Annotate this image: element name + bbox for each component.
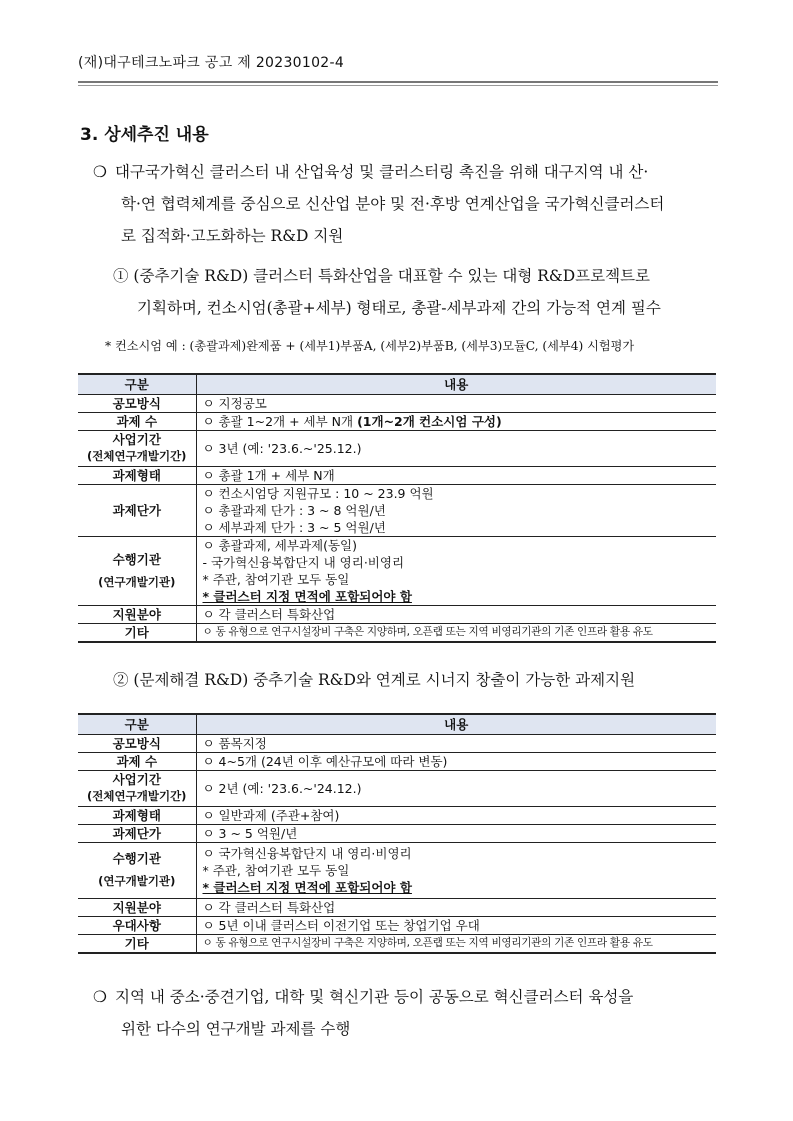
circle-bullet-icon: ❍ [93,988,107,1006]
row-value: ㅇ 각 클러스터 특화산업 [196,605,716,623]
row-key: 과제 수 [78,752,196,770]
header-divider-thin [78,85,718,86]
closing-line-1: 지역 내 중소·중견기업, 대학 및 혁신기관 등이 공동으로 혁신클러스터 육성을 [115,988,634,1006]
table-header-value: 내용 [196,374,716,394]
row-value: ㅇ 2년 (예: '23.6.~'24.12.) [196,770,716,806]
row-value: ㅇ 국가혁신융복합단지 내 영리·비영리 * 주관, 참여기관 모두 동일 * 클러스터 지정 면적에 포함되어야 함 [196,842,716,898]
row-key: 지원분야 [78,898,196,916]
item1-paragraph [113,260,719,324]
row-value: ㅇ 총괄 1~2개 + 세부 N개 (1개~2개 컨소시엄 구성) [196,412,716,430]
table-row [78,934,716,953]
row-key: 공모방식 [78,394,196,412]
intro-line-1: 대구국가혁신 클러스터 내 산업육성 및 클러스터링 촉진을 위해 대구지역 내 산· [115,163,649,181]
table-row [78,623,716,642]
row-key: 지원분야 [78,605,196,623]
intro-paragraph [93,156,721,252]
row-key: 과제형태 [78,806,196,824]
row-value: ㅇ 5년 이내 클러스터 이전기업 또는 창업기업 우대 [196,916,716,934]
table-row [78,752,716,770]
row-value: ㅇ 각 클러스터 특화산업 [196,898,716,916]
row-value: ㅇ 총괄 1개 + 세부 N개 [196,466,716,484]
header-divider [78,81,718,83]
table-row [78,806,716,824]
table-row [78,430,716,466]
circle-bullet-icon: ❍ [93,163,107,181]
table-row [78,412,716,430]
row-key: 사업기간 (전체연구개발기간) [78,770,196,806]
item1-line-2: 기획하며, 컨소시엄(총괄+세부) 형태로, 총괄-세부과제 간의 가능적 연계 필수 [137,299,661,317]
notice-header: (재)대구테크노파크 공고 제 20230102-4 [78,55,345,71]
table-core-rnd [78,373,716,643]
table-row [78,824,716,842]
item2-line-1: ② (문제해결 R&D) 중추기술 R&D와 연계로 시너지 창출이 가능한 과제지원 [113,671,636,689]
row-key: 공모방식 [78,734,196,752]
row-value: ㅇ 동 유형으로 연구시설장비 구축은 지양하며, 오픈랩 또는 지역 비영리기관의 기존 인프라 활용 유도 [196,934,716,953]
table-header-value: 내용 [196,714,716,734]
table-row [78,466,716,484]
section-title: 3. 상세추진 내용 [80,125,209,145]
intro-line-3: 로 집적화·고도화하는 R&D 지원 [121,227,344,245]
table-header-key: 구분 [78,714,196,734]
row-value: ㅇ 총괄과제, 세부과제(동일) - 국가혁신융복합단지 내 영리·비영리 * 주관, 참여기관 모두 동일 * 클러스터 지정 면적에 포함되어야 함 [196,536,716,605]
row-key: 과제단가 [78,484,196,536]
row-value: ㅇ 지정공모 [196,394,716,412]
required-area-note: * 클러스터 지정 면적에 포함되어야 함 [202,588,412,604]
row-key: 수행기관 (연구개발기관) [78,842,196,898]
row-key: 기타 [78,623,196,642]
intro-line-2: 학·연 협력체계를 중심으로 신산업 분야 및 전·후방 연계산업을 국가혁신클러스터 [121,195,665,213]
row-value: ㅇ 3년 (예: '23.6.~'25.12.) [196,430,716,466]
consortium-note: * 컨소시엄 예 : (총괄과제)완제품 + (세부1)부품A, (세부2)부품B, (세부3)모듈C, (세부4) 시험평가 [105,339,635,353]
row-key: 과제형태 [78,466,196,484]
row-value: ㅇ 컨소시엄당 지원규모 : 10 ~ 23.9 억원 ㅇ 총괄과제 단가 : 3 ~ 8 억원/년 ㅇ 세부과제 단가 : 3 ~ 5 억원/년 [196,484,716,536]
table-row [78,770,716,806]
table-row [78,394,716,412]
row-key: 우대사항 [78,916,196,934]
table-row [78,484,716,536]
item2-paragraph [113,664,719,696]
table-header-key: 구분 [78,374,196,394]
row-key: 기타 [78,934,196,953]
row-value: ㅇ 품목지정 [196,734,716,752]
row-value: ㅇ 일반과제 (주관+참여) [196,806,716,824]
table-row [78,536,716,605]
table-problem-solving-rnd [78,713,716,954]
row-value: ㅇ 동 유형으로 연구시설장비 구축은 지양하며, 오픈랩 또는 지역 비영리기관의 기존 인프라 활용 유도 [196,623,716,642]
row-key: 과제단가 [78,824,196,842]
row-value: ㅇ 3 ~ 5 억원/년 [196,824,716,842]
table-row [78,734,716,752]
table-row [78,898,716,916]
table-row [78,605,716,623]
closing-line-2: 위한 다수의 연구개발 과제를 수행 [121,1020,351,1038]
row-value: ㅇ 4~5개 (24년 이후 예산규모에 따라 변동) [196,752,716,770]
row-key: 과제 수 [78,412,196,430]
closing-paragraph [93,981,721,1045]
row-key: 수행기관 (연구개발기관) [78,536,196,605]
row-key: 사업기간 (전체연구개발기간) [78,430,196,466]
table-row [78,842,716,898]
item1-line-1: ① (중추기술 R&D) 클러스터 특화산업을 대표할 수 있는 대형 R&D프로젝트로 [113,267,651,285]
table-row [78,916,716,934]
required-area-note: * 클러스터 지정 면적에 포함되어야 함 [202,879,412,895]
